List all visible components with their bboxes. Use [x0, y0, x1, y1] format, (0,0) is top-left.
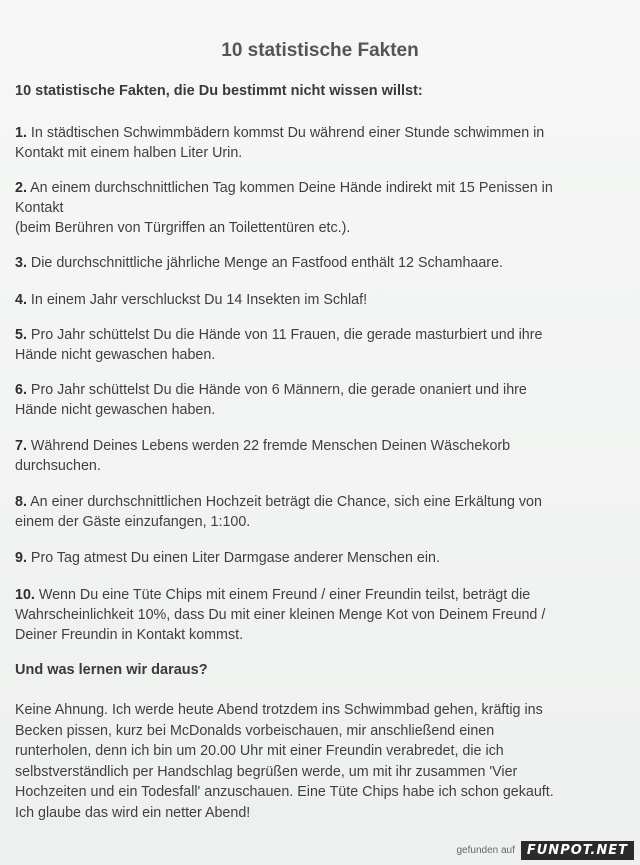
watermark-prefix: gefunden auf	[456, 844, 515, 856]
fact-line: Pro Jahr schüttelst Du die Hände von 6 Männern, die gerade onaniert und ihre	[30, 382, 527, 398]
fact-line: (beim Berühren von Türgriffen an Toilettentüren etc.).	[15, 220, 351, 236]
fact-line: einem der Gäste einzufangen, 1:100.	[15, 514, 251, 530]
fact-line: An einem durchschnittlichen Tag kommen Deine Hände indirekt mit 15 Penissen in	[30, 180, 553, 196]
page-title: 10 statistische Fakten	[221, 40, 419, 61]
conclusion-line: runterholen, denn ich bin um 20.00 Uhr mit einer Freundin verabredet, die ich	[15, 743, 504, 759]
fact-line: Deiner Freundin in Kontakt kommst.	[15, 627, 244, 643]
conclusion-line: Keine Ahnung. Ich werde heute Abend trotzdem ins Schwimmbad gehen, kräftig ins	[15, 702, 543, 718]
fact-line: In einem Jahr verschluckst Du 14 Insekten im Schlaf!	[30, 292, 368, 308]
fact-number: 2.	[15, 180, 27, 196]
fact-number: 8.	[15, 494, 27, 510]
fact-line: Während Deines Lebens werden 22 fremde Menschen Deinen Wäschekorb	[30, 438, 511, 454]
fact-item	[15, 290, 627, 310]
fact-item	[15, 325, 627, 365]
conclusion-paragraph	[15, 700, 627, 823]
intro-heading: 10 statistische Fakten, die Du bestimmt nicht wissen willst:	[15, 83, 423, 99]
fact-line: Wenn Du eine Tüte Chips mit einem Freund / einer Freundin teilst, beträgt die	[38, 587, 531, 603]
fact-number: 4.	[15, 292, 27, 308]
fact-line: Pro Jahr schüttelst Du die Hände von 11 Frauen, die gerade masturbiert und ihre	[30, 327, 543, 343]
fact-line: An einer durchschnittlichen Hochzeit beträgt die Chance, sich eine Erkältung von	[30, 494, 542, 510]
fact-line: Die durchschnittliche jährliche Menge an Fastfood enthält 12 Schamhaare.	[30, 255, 503, 271]
fact-line: durchsuchen.	[15, 458, 101, 474]
fact-item	[15, 492, 627, 532]
fact-line: Wahrscheinlichkeit 10%, dass Du mit einer kleinen Menge Kot von Deinem Freund /	[15, 607, 546, 623]
conclusion-line: selbstverständlich per Handschlag begrüßen werde, um mit ihr zusammen 'Vier	[15, 763, 518, 780]
fact-item	[15, 253, 627, 273]
fact-line: Pro Tag atmest Du einen Liter Darmgase anderer Menschen ein.	[30, 550, 440, 566]
fact-item	[15, 178, 627, 238]
fact-number: 7.	[15, 438, 27, 454]
fact-item	[15, 380, 627, 420]
conclusion-heading: Und was lernen wir daraus?	[15, 662, 208, 678]
fact-item	[15, 585, 627, 645]
fact-number: 1.	[15, 125, 27, 141]
fact-number: 5.	[15, 327, 27, 343]
fact-line: In städtischen Schwimmbädern kommst Du während einer Stunde schwimmen in	[30, 125, 545, 141]
conclusion-line: Becken pissen, kurz bei McDonalds vorbeischauen, mir anschließend einen	[15, 722, 495, 739]
fact-number: 6.	[15, 382, 27, 398]
fact-number: 10.	[15, 587, 35, 603]
fact-number: 9.	[15, 550, 27, 566]
fact-item	[15, 123, 627, 163]
fact-item	[15, 436, 627, 476]
fact-number: 3.	[15, 255, 27, 271]
fact-line: Kontakt mit einem halben Liter Urin.	[15, 145, 243, 161]
fact-line: Hände nicht gewaschen haben.	[15, 402, 216, 418]
conclusion-line: Hochzeiten und ein Todesfall' anzuschauen. Eine Tüte Chips habe ich schon gekauft.	[15, 784, 554, 800]
fact-line: Hände nicht gewaschen haben.	[15, 347, 216, 363]
watermark	[456, 839, 634, 861]
fact-line: Kontakt	[15, 200, 64, 216]
conclusion-line: Ich glaube das wird ein netter Abend!	[15, 804, 251, 821]
fact-item	[15, 548, 627, 568]
funpot-logo: FUNPOT.NET	[521, 841, 634, 860]
